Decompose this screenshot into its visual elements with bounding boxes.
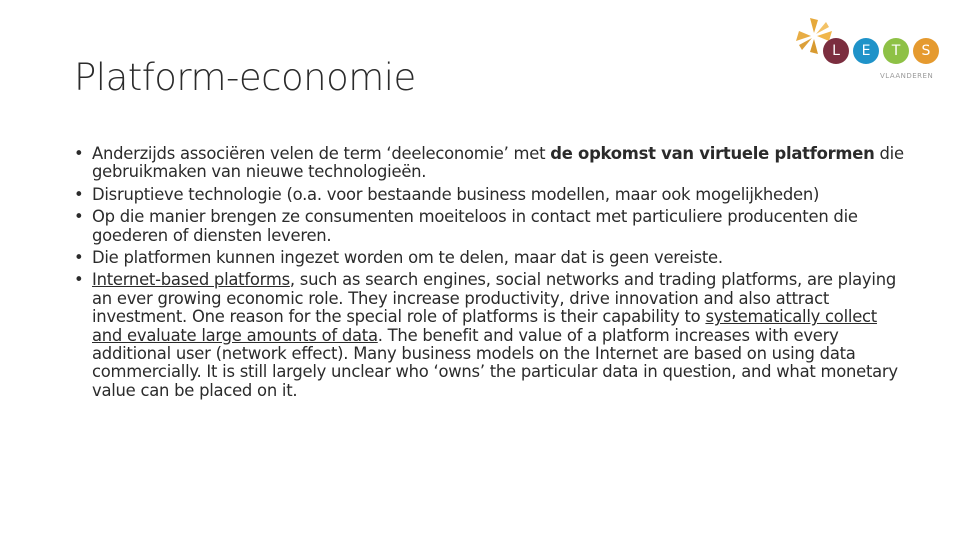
bullet-text: Die platformen kunnen ingezet worden om te delen, maar dat is geen vereiste. [92,248,723,268]
bullet-text: . The benefit and value of a platform increases with every additional user (network effect). Many business models on the Internet are based on using data commercially. It is still largely unclear who ‘owns’ the particular data in question, and what monetary value can be placed on it. [92,325,898,400]
bullet-item [74,145,904,182]
bullet-glyph: • [74,207,84,227]
bullet-list [74,145,904,404]
bullet-text: Anderzijds associëren velen de term ‘deeleconomie’ met [92,144,551,163]
bullet-text: Disruptieve technologie (o.a. voor bestaande business modellen, maar ook mogelijkheden) [92,184,820,204]
bullet-text: Op die manier brengen ze consumenten moeiteloos in contact met particuliere producenten die goederen of diensten leveren. [92,207,858,245]
bullet-item [74,208,904,245]
underlined-text: Internet-based platforms [92,270,290,290]
logo-letter-l: L [823,38,849,64]
bullet-item [74,186,904,204]
lets-vlaanderen-logo [792,14,942,84]
bullet-item [74,271,904,400]
slide-title: Platform-economie [74,56,416,99]
bullet-glyph: • [74,144,84,163]
bullet-text: , such as search engines, social networks and trading platforms, are playing an ever growing economic role. They increase productivity, drive innovation and also attract investment. One reason for the special role of platforms is their capability to [92,270,896,327]
logo-letter-t: T [883,38,909,64]
logo-subtitle: VLAANDEREN [880,72,934,80]
logo-letter-e: E [853,38,879,64]
bullet-glyph: • [74,184,84,204]
underlined-text: systematically collect and evaluate large amounts of data [92,307,877,345]
bullet-item [74,249,904,267]
bullet-glyph: • [74,270,84,290]
bullet-bold-text: de opkomst van virtuele platformen [550,144,875,163]
logo-letter-s: S [913,38,939,64]
bullet-text: die gebruikmaken van nieuwe technologieën. [92,144,904,182]
bullet-glyph: • [74,248,84,268]
